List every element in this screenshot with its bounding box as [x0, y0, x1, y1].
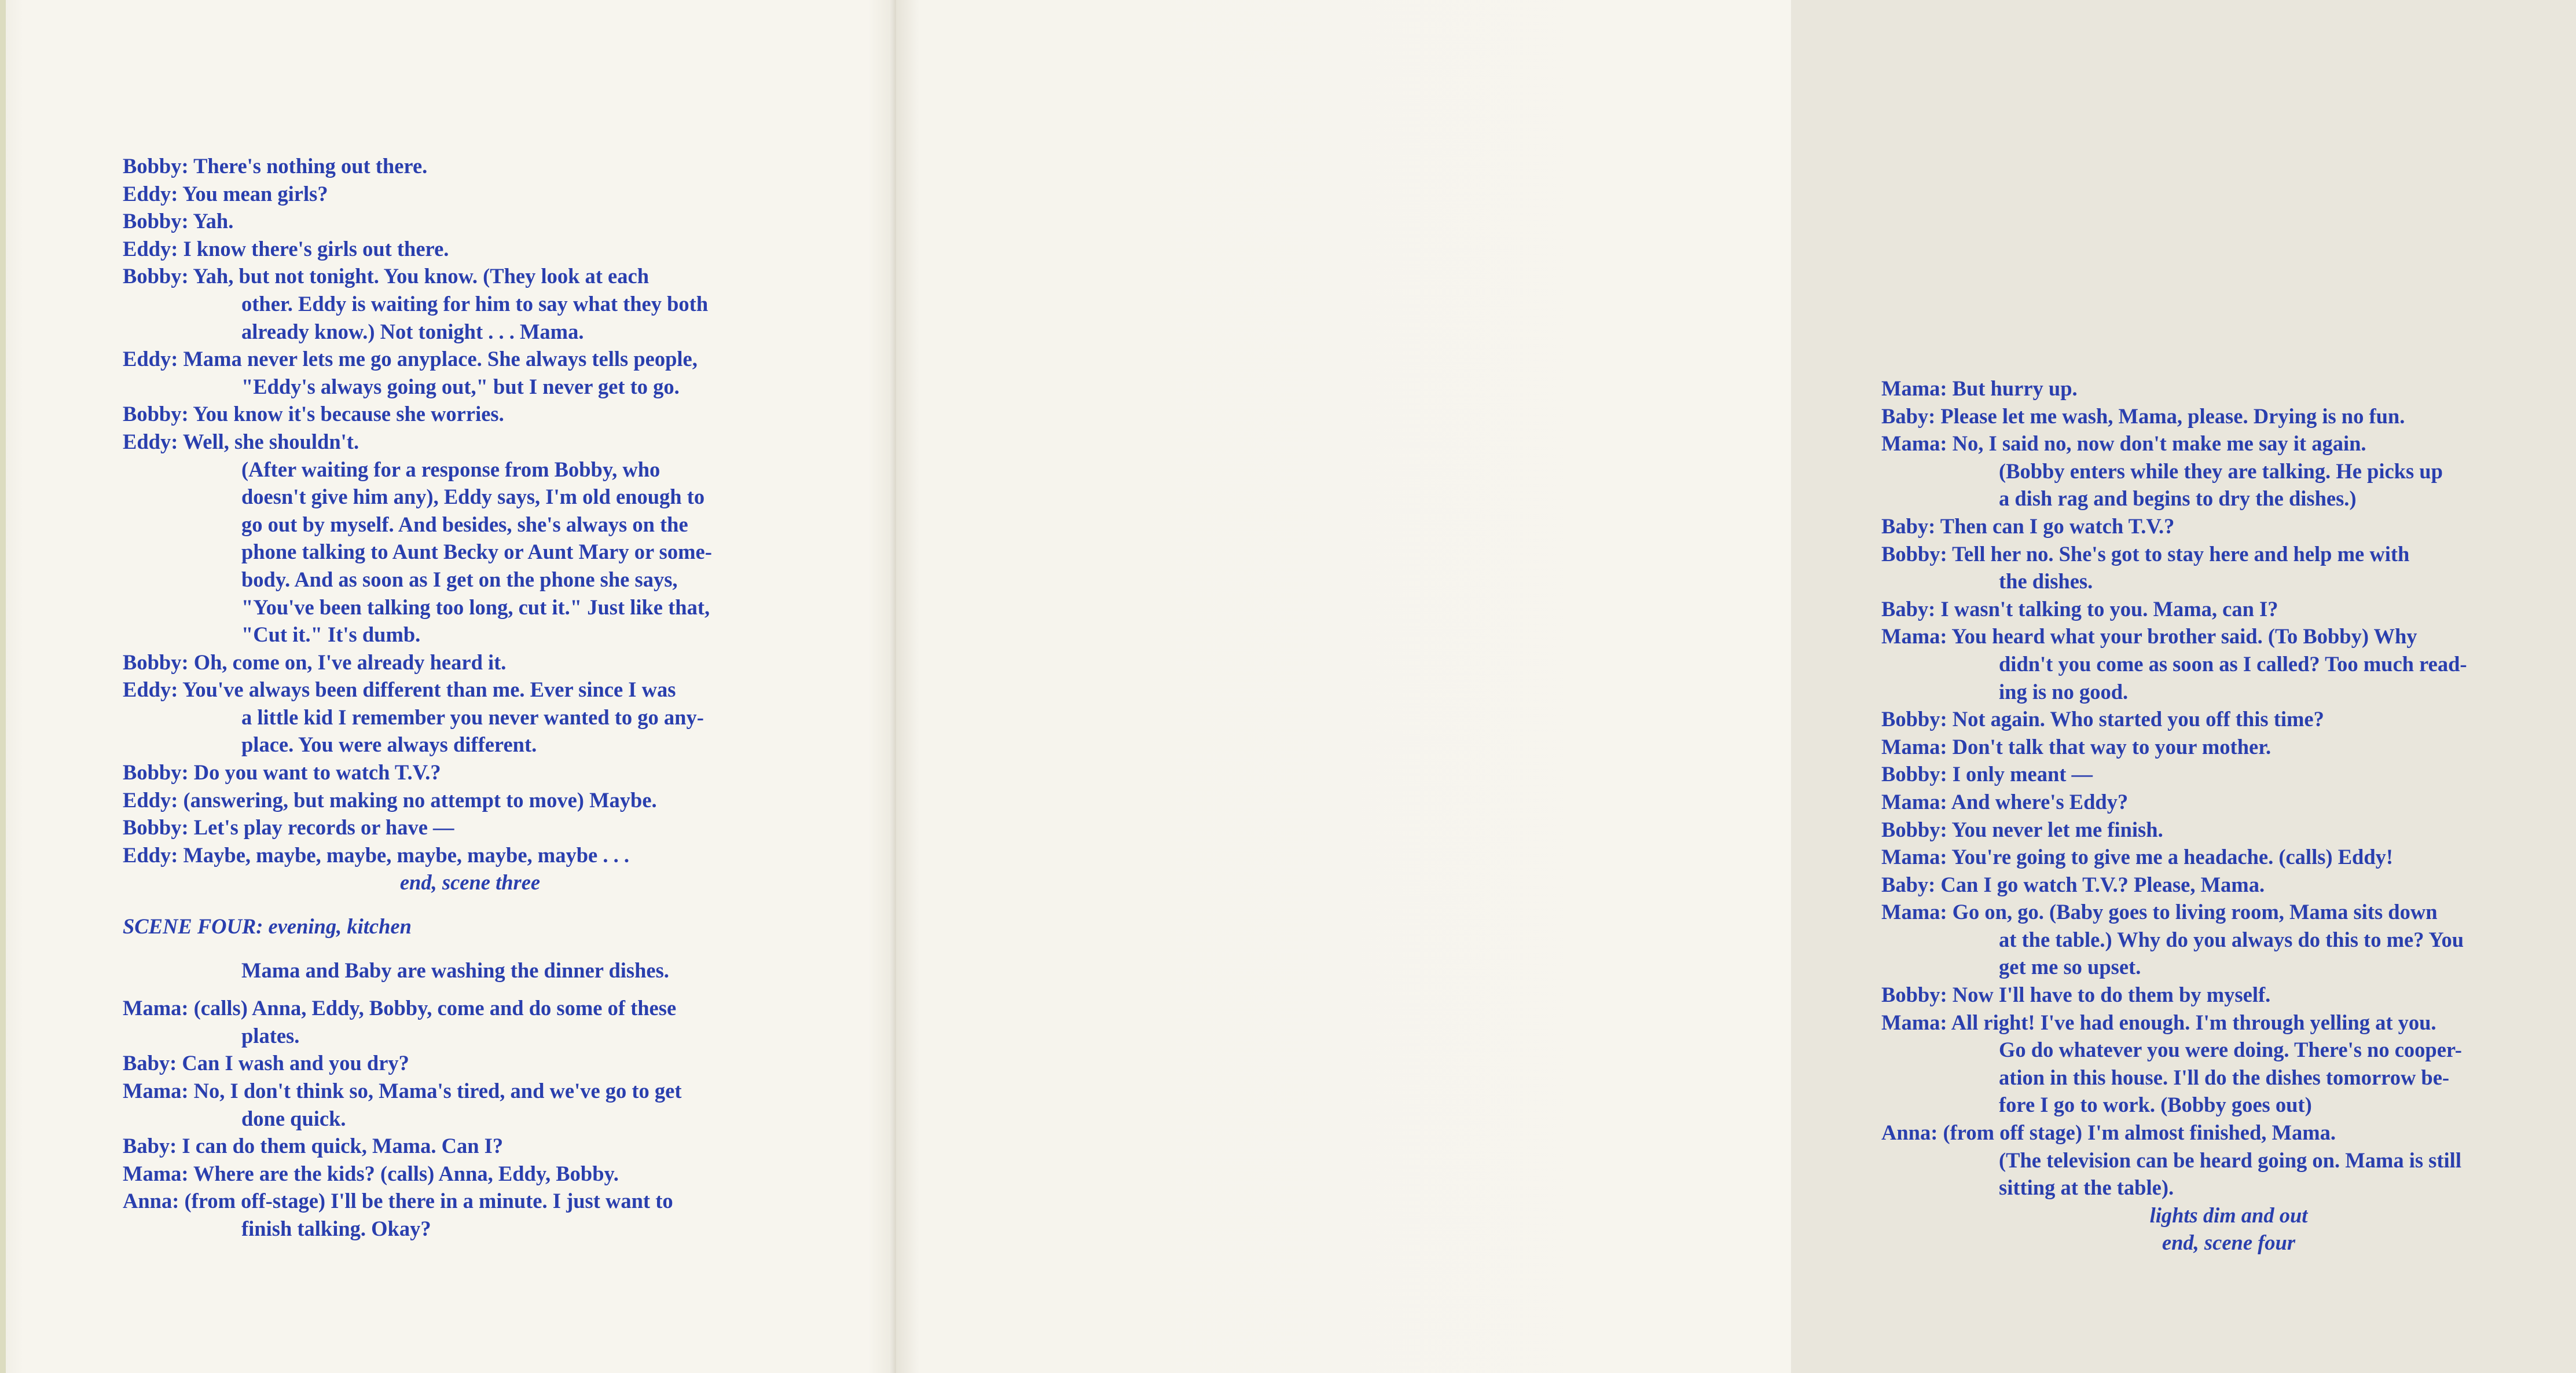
script-line: (After waiting for a response from Bobby, who	[241, 457, 660, 481]
right-page	[896, 0, 2467, 1373]
script-line: Bobby: Do you want to watch T.V.?	[123, 760, 441, 785]
script-line: Bobby: There's nothing out there.	[123, 154, 428, 178]
script-line: Bobby: Oh, come on, I've already heard it.	[123, 650, 507, 674]
script-line: Baby: Please let me wash, Mama, please. Drying is no fun.	[1881, 404, 2405, 428]
script-line: Go do whatever you were doing. There's no cooper-	[1999, 1038, 2462, 1062]
script-line: doesn't give him any), Eddy says, I'm old enough to	[241, 485, 705, 509]
script-line: Mama: Don't talk that way to your mother.	[1881, 734, 2272, 759]
script-line: Eddy: Maybe, maybe, maybe, maybe, maybe, maybe . . .	[123, 843, 629, 867]
script-line: Mama: You heard what your brother said. (To Bobby) Why	[1881, 624, 2417, 649]
script-line: done quick.	[241, 1106, 346, 1130]
end-scene-three: end, scene three	[399, 870, 541, 895]
script-line: Bobby: You know it's because she worries.	[123, 402, 504, 426]
script-line: Eddy: You've always been different than me. Ever since I was	[123, 678, 676, 702]
script-line: Bobby: Yah.	[123, 209, 234, 233]
script-line: "Eddy's always going out," but I never get to go.	[241, 374, 680, 398]
script-line: (The television can be heard going on. Mama is still	[1999, 1148, 2461, 1172]
script-line: get me so upset.	[1999, 955, 2141, 979]
script-line: Anna: (from off-stage) I'll be there in a minute. I just want to	[123, 1189, 673, 1213]
script-line: Mama: (calls) Anna, Eddy, Bobby, come and do some of these	[123, 996, 677, 1020]
script-line: Bobby: I only meant —	[1881, 762, 2093, 786]
script-line: Eddy: Mama never lets me go anyplace. She always tells people,	[123, 347, 698, 371]
script-line: already know.) Not tonight . . . Mama.	[241, 319, 584, 343]
script-line: Mama: All right! I've had enough. I'm through yelling at you.	[1881, 1010, 2436, 1034]
script-line: Mama: And where's Eddy?	[1881, 789, 2129, 814]
script-line: fore I go to work. (Bobby goes out)	[1999, 1093, 2312, 1117]
script-line: finish talking. Okay?	[241, 1216, 431, 1240]
right-page-text	[1881, 375, 2576, 1257]
lights-dim-direction: lights dim and out	[2149, 1203, 2308, 1227]
script-line: Mama: Go on, go. (Baby goes to living room, Mama sits down	[1881, 900, 2438, 924]
script-line: plates.	[241, 1023, 300, 1048]
script-line: Bobby: Yah, but not tonight. You know. (They look at each	[123, 264, 649, 288]
script-line: Baby: I wasn't talking to you. Mama, can I?	[1881, 596, 2278, 621]
script-line: phone talking to Aunt Becky or Aunt Mary or some-	[241, 540, 712, 564]
script-line: Eddy: Well, she shouldn't.	[123, 429, 359, 453]
script-line: Baby: Can I go watch T.V.? Please, Mama.	[1881, 872, 2265, 896]
script-line: ation in this house. I'll do the dishes tomorrow be-	[1999, 1065, 2450, 1089]
script-line: a little kid I remember you never wanted to go any-	[241, 705, 704, 729]
script-line: Bobby: Now I'll have to do them by myself.	[1881, 983, 2271, 1007]
script-line: Bobby: Let's play records or have —	[123, 815, 454, 840]
script-line: place. You were always different.	[241, 733, 537, 757]
script-line: sitting at the table).	[1999, 1176, 2174, 1200]
script-line: Mama: But hurry up.	[1881, 376, 2078, 400]
script-line: "You've been talking too long, cut it." Just like that,	[241, 595, 710, 619]
script-line: Mama: No, I don't think so, Mama's tired, and we've go to get	[123, 1079, 682, 1103]
scene-four-intro: Mama and Baby are washing the dinner dishes.	[241, 958, 669, 982]
script-line: Anna: (from off stage) I'm almost finished, Mama.	[1881, 1121, 2336, 1145]
scene-four-heading: SCENE FOUR: evening, kitchen	[123, 914, 412, 939]
script-line: go out by myself. And besides, she's always on the	[241, 512, 688, 536]
script-line: Mama: You're going to give me a headache. (calls) Eddy!	[1881, 845, 2394, 869]
script-line: "Cut it." It's dumb.	[241, 623, 421, 647]
script-line: Eddy: You mean girls?	[123, 181, 328, 206]
script-line: Eddy: I know there's girls out there.	[123, 236, 449, 261]
script-line: Bobby: Tell her no. She's got to stay here and help me with	[1881, 541, 2410, 566]
script-line: Bobby: You never let me finish.	[1881, 817, 2163, 841]
script-line: the dishes.	[1999, 569, 2093, 594]
page-edge	[0, 0, 6, 1373]
end-scene-four: end, scene four	[2162, 1231, 2296, 1255]
script-line: didn't you come as soon as I called? Too much read-	[1999, 651, 2467, 676]
script-line: Bobby: Not again. Who started you off this time?	[1881, 707, 2324, 731]
script-line: Mama: No, I said no, now don't make me say it again.	[1881, 431, 2366, 456]
script-line: other. Eddy is waiting for him to say what they both	[241, 291, 709, 316]
script-line: Eddy: (answering, but making no attempt to move) Maybe.	[123, 788, 657, 812]
script-line: Baby: Can I wash and you dry?	[123, 1051, 409, 1075]
left-page	[0, 0, 896, 1373]
script-line: (Bobby enters while they are talking. He picks up	[1999, 459, 2443, 483]
script-line: at the table.) Why do you always do this to me? You	[1999, 927, 2464, 951]
script-line: body. And as soon as I get on the phone she says,	[241, 567, 678, 591]
script-line: Baby: I can do them quick, Mama. Can I?	[123, 1134, 504, 1158]
script-line: a dish rag and begins to dry the dishes.)	[1999, 486, 2357, 511]
script-line: Baby: Then can I go watch T.V.?	[1881, 514, 2175, 538]
left-page-text	[123, 152, 817, 1243]
script-line: Mama: Where are the kids? (calls) Anna, Eddy, Bobby.	[123, 1161, 619, 1185]
script-line: ing is no good.	[1999, 679, 2129, 704]
